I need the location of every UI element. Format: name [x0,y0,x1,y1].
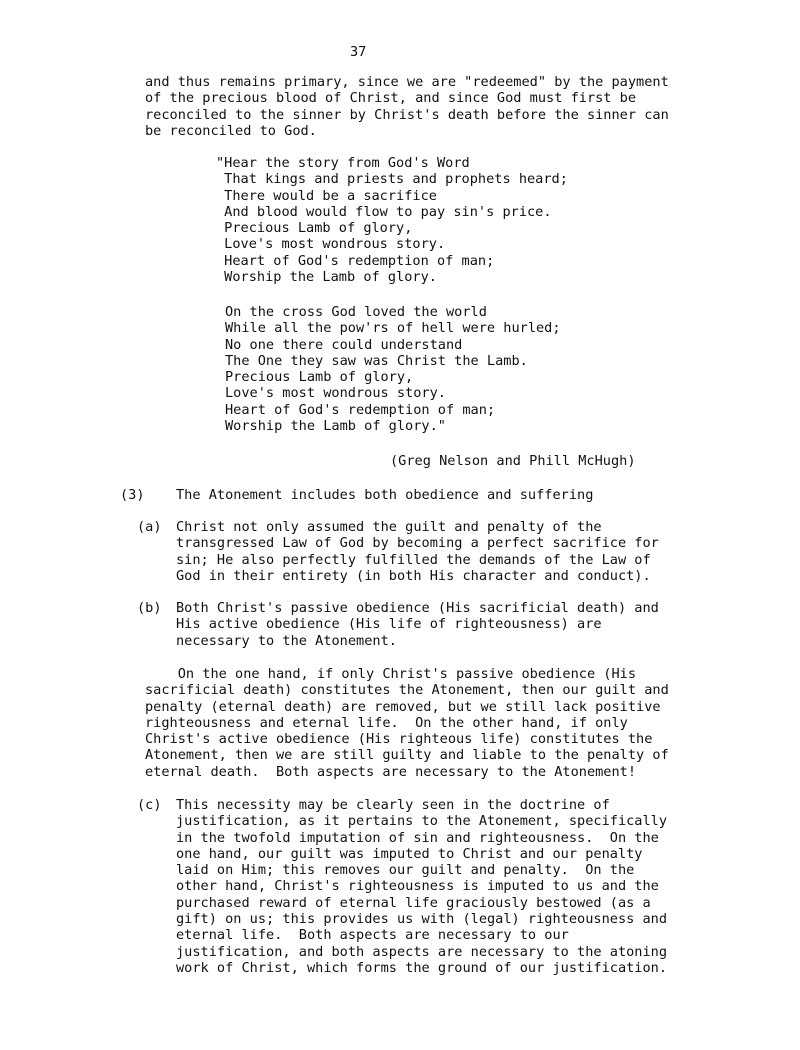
text-line: transgressed Law of God by becoming a perfect sacrifice for [176,535,659,552]
hymn-stanza-1 [216,155,568,285]
text-line: On the cross God loved the world [225,304,487,320]
text-line: sacrificial death) constitutes the Atonement, then our guilt and [145,682,669,699]
hymn-stanza-2 [225,304,561,434]
text-line: reconciled to the sinner by Christ's death before the sinner can [145,106,669,123]
text-line: Love's most wondrous story. [216,236,446,253]
text-line: laid on Him; this removes our guilt and penalty. On the [176,862,635,879]
text-line: penalty (eternal death) are removed, but we still lack positive [145,698,661,715]
item-a-text [176,519,659,584]
text-line: justification, as it pertains to the Atonement, specifically [176,813,668,830]
text-line: His active obedience (His life of righteousness) are [176,616,602,633]
text-line: and thus remains primary, since we are "redeemed" by the payment [145,74,669,90]
text-line: While all the pow'rs of hell were hurled; [225,320,561,337]
text-line: Heart of God's redemption of man; [216,252,495,269]
text-line: eternal death. Both aspects are necessary to the Atonement! [145,763,637,780]
text-line: justification, and both aspects are necessary to the atoning [176,943,668,960]
text-line: other hand, Christ's righteousness is imputed to us and the [176,878,659,895]
text-line: Both Christ's passive obedience (His sacrificial death) and [176,600,659,616]
text-line: There would be a sacrifice [216,187,437,204]
text-line: Worship the Lamb of glory." [225,418,446,435]
text-line: Atonement, then we are still guilty and liable to the penalty of [145,747,669,764]
text-line: Precious Lamb of glory, [225,369,414,386]
text-line: purchased reward of eternal life graciously bestowed (as a [176,894,651,911]
text-line: That kings and priests and prophets heard; [216,171,568,188]
text-line: On the one hand, if only Christ's passive obedience (His [145,666,637,682]
section-heading: The Atonement includes both obedience and suffering [176,487,594,503]
text-line: eternal life. Both aspects are necessary to our [176,927,569,944]
text-line: work of Christ, which forms the ground of our justification. [176,959,668,976]
text-line: necessary to the Atonement. [176,632,397,649]
text-line: Precious Lamb of glory, [216,220,413,237]
page-number: 37 [350,44,367,60]
text-line: one hand, our guilt was imputed to Christ and our penalty [176,845,643,862]
text-line: "Hear the story from God's Word [216,155,470,171]
intro-paragraph [145,74,669,139]
text-line: sin; He also perfectly fulfilled the demands of the Law of [176,551,651,568]
text-line: This necessity may be clearly seen in the doctrine of [176,797,610,813]
item-b-text [176,600,659,649]
item-a-label: (a) [137,519,162,535]
section-number: (3) [120,487,145,503]
text-line: righteousness and eternal life. On the other hand, if only [145,714,628,731]
text-line: And blood would flow to pay sin's price. [216,203,552,220]
text-line: Worship the Lamb of glory. [216,269,437,286]
hymn-credit: (Greg Nelson and Phill McHugh) [390,453,636,469]
text-line: God in their entirety (in both His character and conduct). [176,567,651,584]
text-line: Heart of God's redemption of man; [225,401,496,418]
text-line: Love's most wondrous story. [225,385,446,402]
text-line: Christ not only assumed the guilt and penalty of the [176,519,602,535]
text-line: Christ's active obedience (His righteous life) constitutes the [145,731,653,748]
text-line: in the twofold imputation of sin and righteousness. On the [176,829,659,846]
item-c-label: (c) [137,797,162,813]
text-line: be reconciled to God. [145,122,317,139]
item-b-label: (b) [137,600,162,616]
item-c-text [176,797,667,976]
text-line: of the precious blood of Christ, and since God must first be [145,90,637,107]
text-line: The One they saw was Christ the Lamb. [225,352,528,369]
text-line: gift) on us; this provides us with (legal) righteousness and [176,911,668,928]
obedience-paragraph [145,666,669,780]
text-line: No one there could understand [225,336,463,353]
